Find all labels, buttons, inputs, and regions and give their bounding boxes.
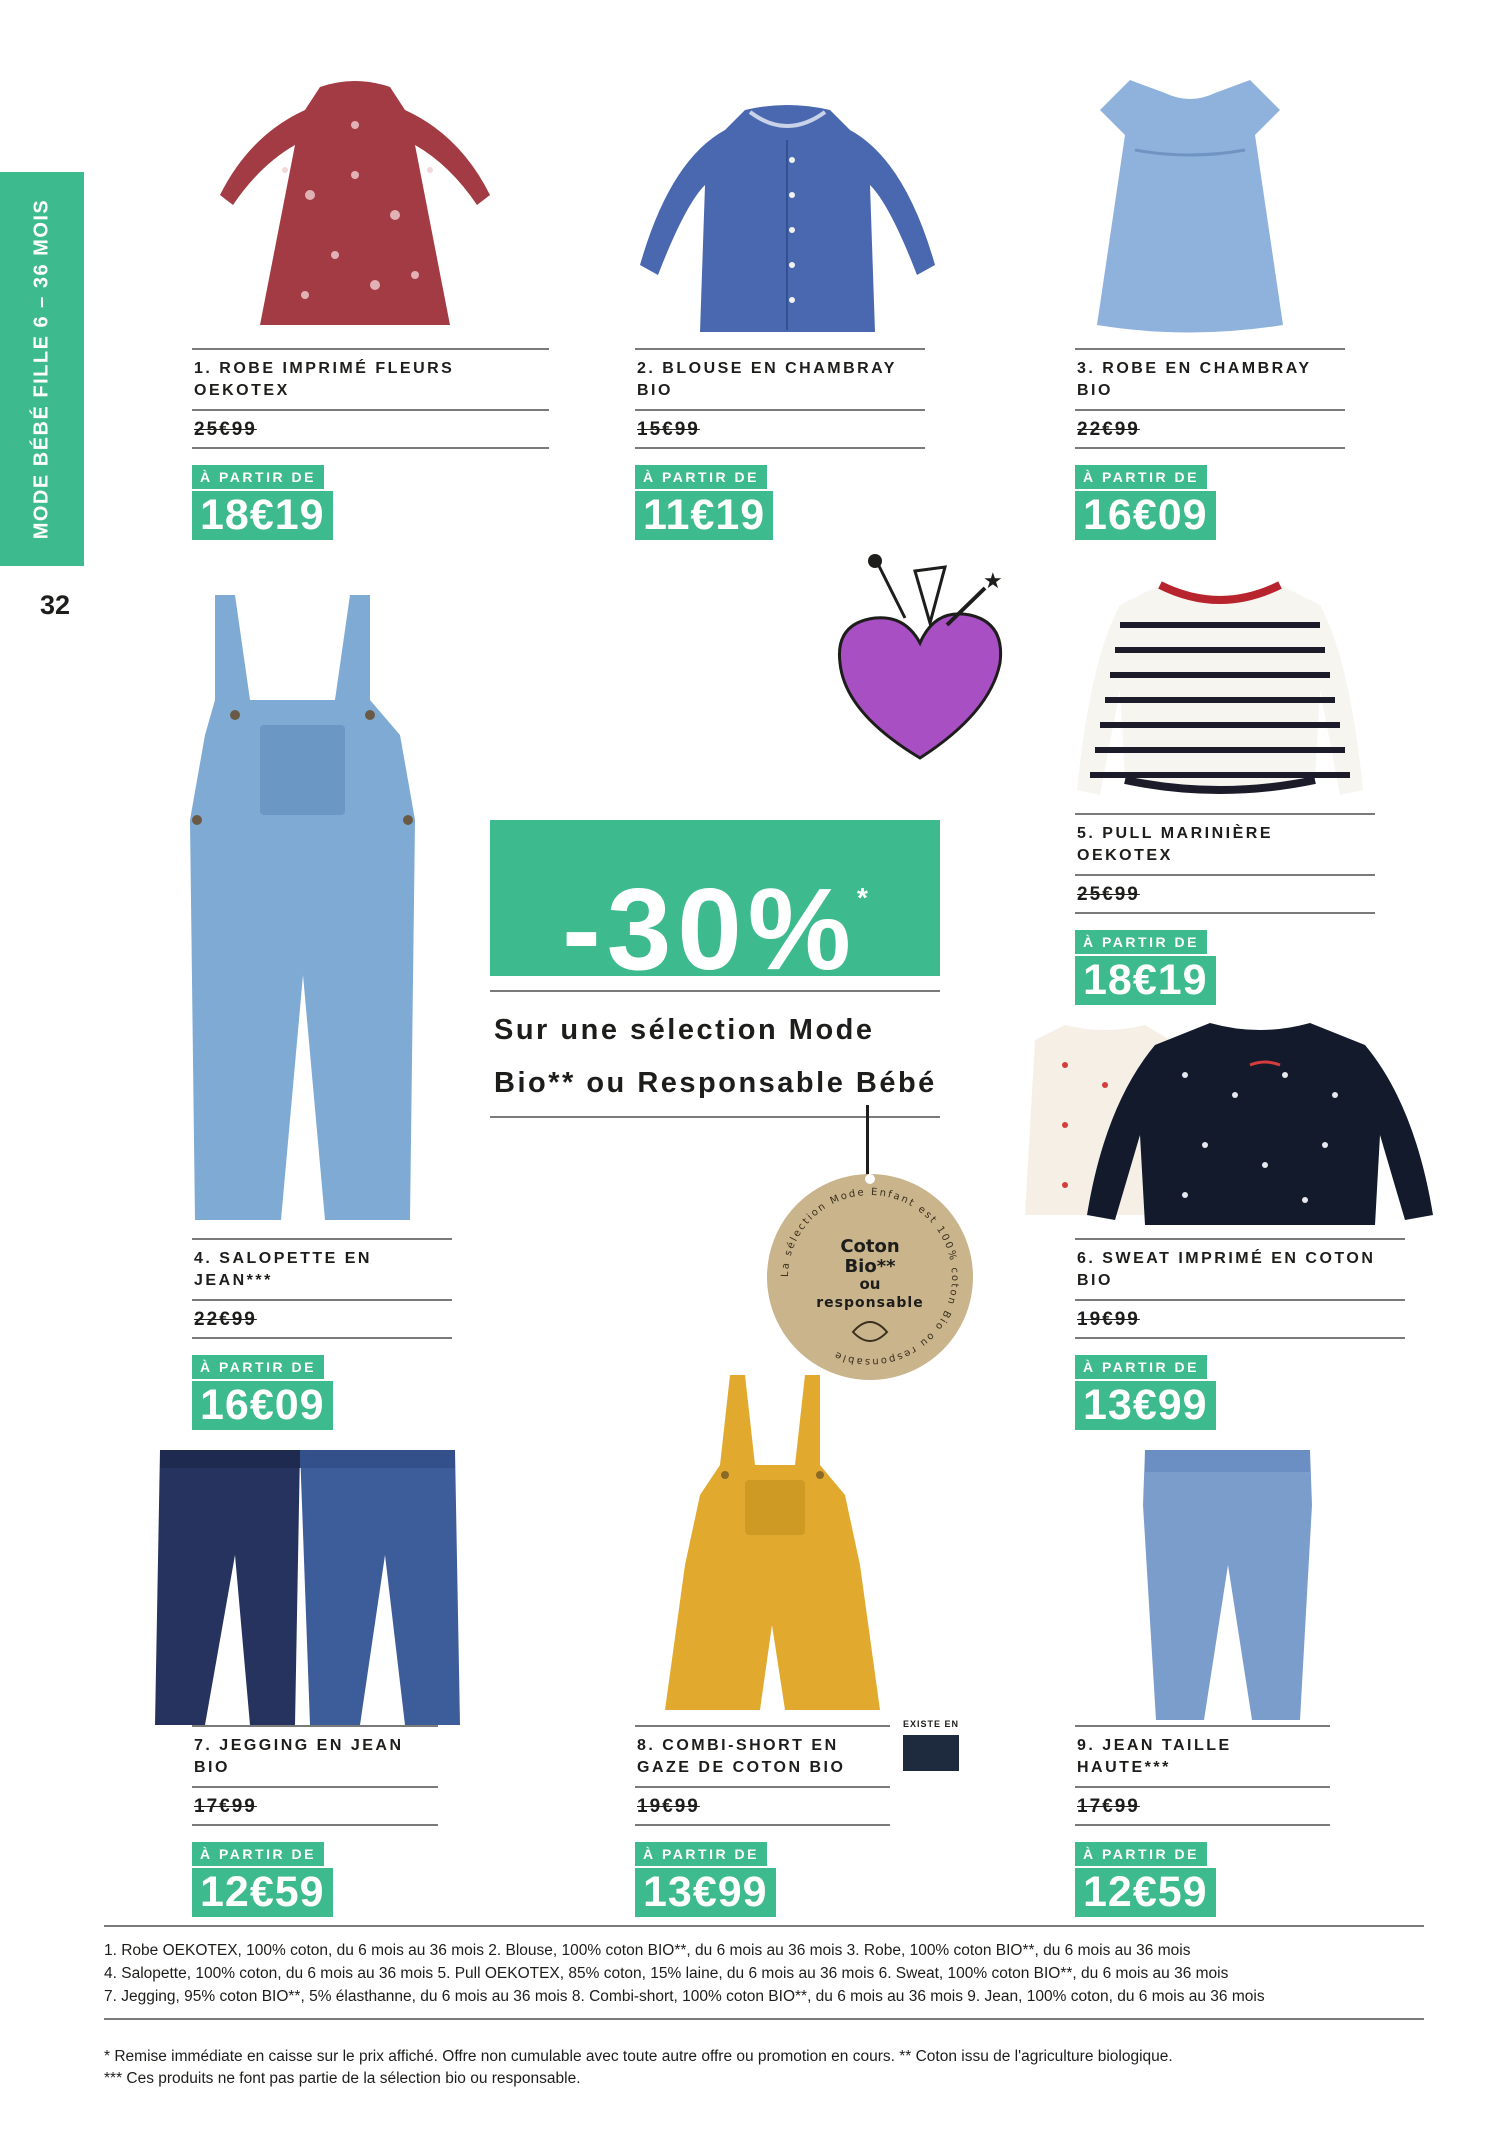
footnote-line: * Remise immédiate en caisse sur le prix affiché. Offre non cumulable avec toute autre offre ou promotion en cours. ** Coton issu de l'agriculture biologique.: [104, 2048, 1173, 2065]
jeggings-icon: [150, 1445, 460, 1730]
product-name: 4. SALOPETTE EN JEAN***: [192, 1238, 452, 1301]
old-price: 17€99: [192, 1788, 438, 1826]
sale-price: 16€09: [192, 1381, 333, 1430]
old-price: 22€99: [192, 1301, 452, 1339]
heart-illustration: [835, 553, 1005, 763]
product-name: 9. JEAN TAILLE HAUTE***: [1075, 1725, 1330, 1788]
footnote-line: *** Ces produits ne font pas partie de la sélection bio ou responsable.: [104, 2070, 581, 2087]
sale-price: 16€09: [1075, 491, 1216, 540]
section-tab: [0, 172, 84, 566]
from-label: À PARTIR DE: [1075, 465, 1207, 489]
old-price: 25€99: [192, 411, 549, 449]
sale-price: 11€19: [635, 491, 773, 540]
heart-icon: [835, 553, 1005, 763]
old-price: 19€99: [635, 1788, 890, 1826]
old-price: 15€99: [635, 411, 925, 449]
old-price: 19€99: [1075, 1301, 1405, 1339]
badge-line-2: Bio**: [844, 1256, 896, 1277]
product-name: 1. ROBE IMPRIMÉ FLEURS OEKOTEX: [192, 348, 549, 411]
exists-in-label: EXISTE EN: [903, 1719, 960, 1729]
sale-price: 18€19: [1075, 956, 1216, 1005]
svg-text:★: ★: [983, 569, 1003, 594]
sale-price: 12€59: [192, 1868, 333, 1917]
from-label: À PARTIR DE: [1075, 930, 1207, 954]
product-3-image: [1095, 75, 1285, 335]
badge-line-3: ou: [859, 1275, 881, 1293]
product-1-image: [215, 75, 495, 335]
old-price: 25€99: [1075, 876, 1375, 914]
product-8-info: [635, 1725, 890, 1917]
composition-details: [104, 1925, 1424, 2020]
composition-line: 4. Salopette, 100% coton, du 6 mois au 36 mois 5. Pull OEKOTEX, 85% coton, 15% laine, du 6 mois au 36 mois 6. Sweat, 100% coton BIO**, du 6 mois au 36 mois: [104, 1965, 1229, 1982]
product-9-image: [1140, 1445, 1315, 1725]
sweatshirts-icon: [1005, 1015, 1435, 1230]
color-swatch[interactable]: [903, 1735, 959, 1771]
old-price: 17€99: [1075, 1788, 1330, 1826]
product-5-info: [1075, 813, 1375, 1005]
promo-subtitle: [490, 990, 940, 1118]
product-6-info: [1075, 1238, 1405, 1430]
sale-price: 12€59: [1075, 1868, 1216, 1917]
overalls-icon: [175, 595, 430, 1225]
product-9-info: [1075, 1725, 1330, 1917]
product-name: 5. PULL MARINIÈRE OEKOTEX: [1075, 813, 1375, 876]
cotton-badge: [765, 1172, 975, 1382]
product-4-image: [175, 595, 430, 1225]
product-name: 6. SWEAT IMPRIMÉ EN COTON BIO: [1075, 1238, 1405, 1301]
from-label: À PARTIR DE: [1075, 1355, 1207, 1379]
badge-line-4: responsable: [816, 1295, 924, 1311]
promo-discount-box: [490, 820, 940, 994]
jeans-icon: [1140, 1445, 1315, 1725]
shortall-icon: [660, 1375, 885, 1715]
from-label: À PARTIR DE: [635, 1842, 767, 1866]
dress-floral-icon: [215, 75, 495, 335]
old-price: 22€99: [1075, 411, 1345, 449]
product-6-image: [1005, 1015, 1435, 1230]
page-number: 32: [40, 590, 71, 620]
sale-price: 13€99: [1075, 1381, 1216, 1430]
from-label: À PARTIR DE: [192, 465, 324, 489]
composition-line: 1. Robe OEKOTEX, 100% coton, du 6 mois au 36 mois 2. Blouse, 100% coton BIO**, du 6 mois au 36 mois 3. Robe, 100% coton BIO**, du 6 mois au 36 mois: [104, 1942, 1191, 1959]
product-5-image: [1075, 580, 1365, 800]
sale-price: 13€99: [635, 1868, 776, 1917]
from-label: À PARTIR DE: [192, 1842, 324, 1866]
from-label: À PARTIR DE: [635, 465, 767, 489]
promo-line-2: Bio** ou Responsable Bébé: [494, 1067, 937, 1099]
product-8-image: [660, 1375, 885, 1715]
product-name: 8. COMBI-SHORT EN GAZE DE COTON BIO: [635, 1725, 890, 1788]
dress-icon: [1095, 75, 1285, 335]
product-4-info: [192, 1238, 452, 1430]
product-7-info: [192, 1725, 438, 1917]
color-availability: [903, 1719, 959, 1771]
product-3-info: [1075, 348, 1345, 540]
promo-asterisk: *: [856, 882, 868, 913]
composition-line: 7. Jegging, 95% coton BIO**, 5% élasthanne, du 6 mois au 36 mois 8. Combi-short, 100% coton BIO**, du 6 mois au 36 mois 9. Jean, 100% coton, du 6 mois au 36 mois: [104, 1988, 1265, 2005]
from-label: À PARTIR DE: [1075, 1842, 1207, 1866]
product-7-image: [150, 1445, 460, 1730]
badge-line-1: Coton: [840, 1236, 900, 1257]
product-2-info: [635, 348, 925, 540]
promo-line-1: Sur une sélection Mode: [494, 1014, 875, 1046]
product-2-image: [635, 100, 940, 335]
promo-discount: -30%: [562, 864, 857, 994]
badge-ring-text: La sélection Mode Enfant est 100% coton Bio ou responsable: [779, 1186, 961, 1368]
sale-price: 18€19: [192, 491, 333, 540]
product-name: 3. ROBE EN CHAMBRAY BIO: [1075, 348, 1345, 411]
product-name: 2. BLOUSE EN CHAMBRAY BIO: [635, 348, 925, 411]
product-1-info: [192, 348, 549, 540]
blouse-icon: [635, 100, 940, 335]
from-label: À PARTIR DE: [192, 1355, 324, 1379]
striped-sweater-icon: [1075, 580, 1365, 800]
product-name: 7. JEGGING EN JEAN BIO: [192, 1725, 438, 1788]
footnotes: [104, 2046, 1424, 2090]
section-tab-label: MODE BÉBÉ FILLE 6 – 36 MOIS: [30, 198, 53, 540]
cotton-badge-icon: [765, 1172, 975, 1382]
